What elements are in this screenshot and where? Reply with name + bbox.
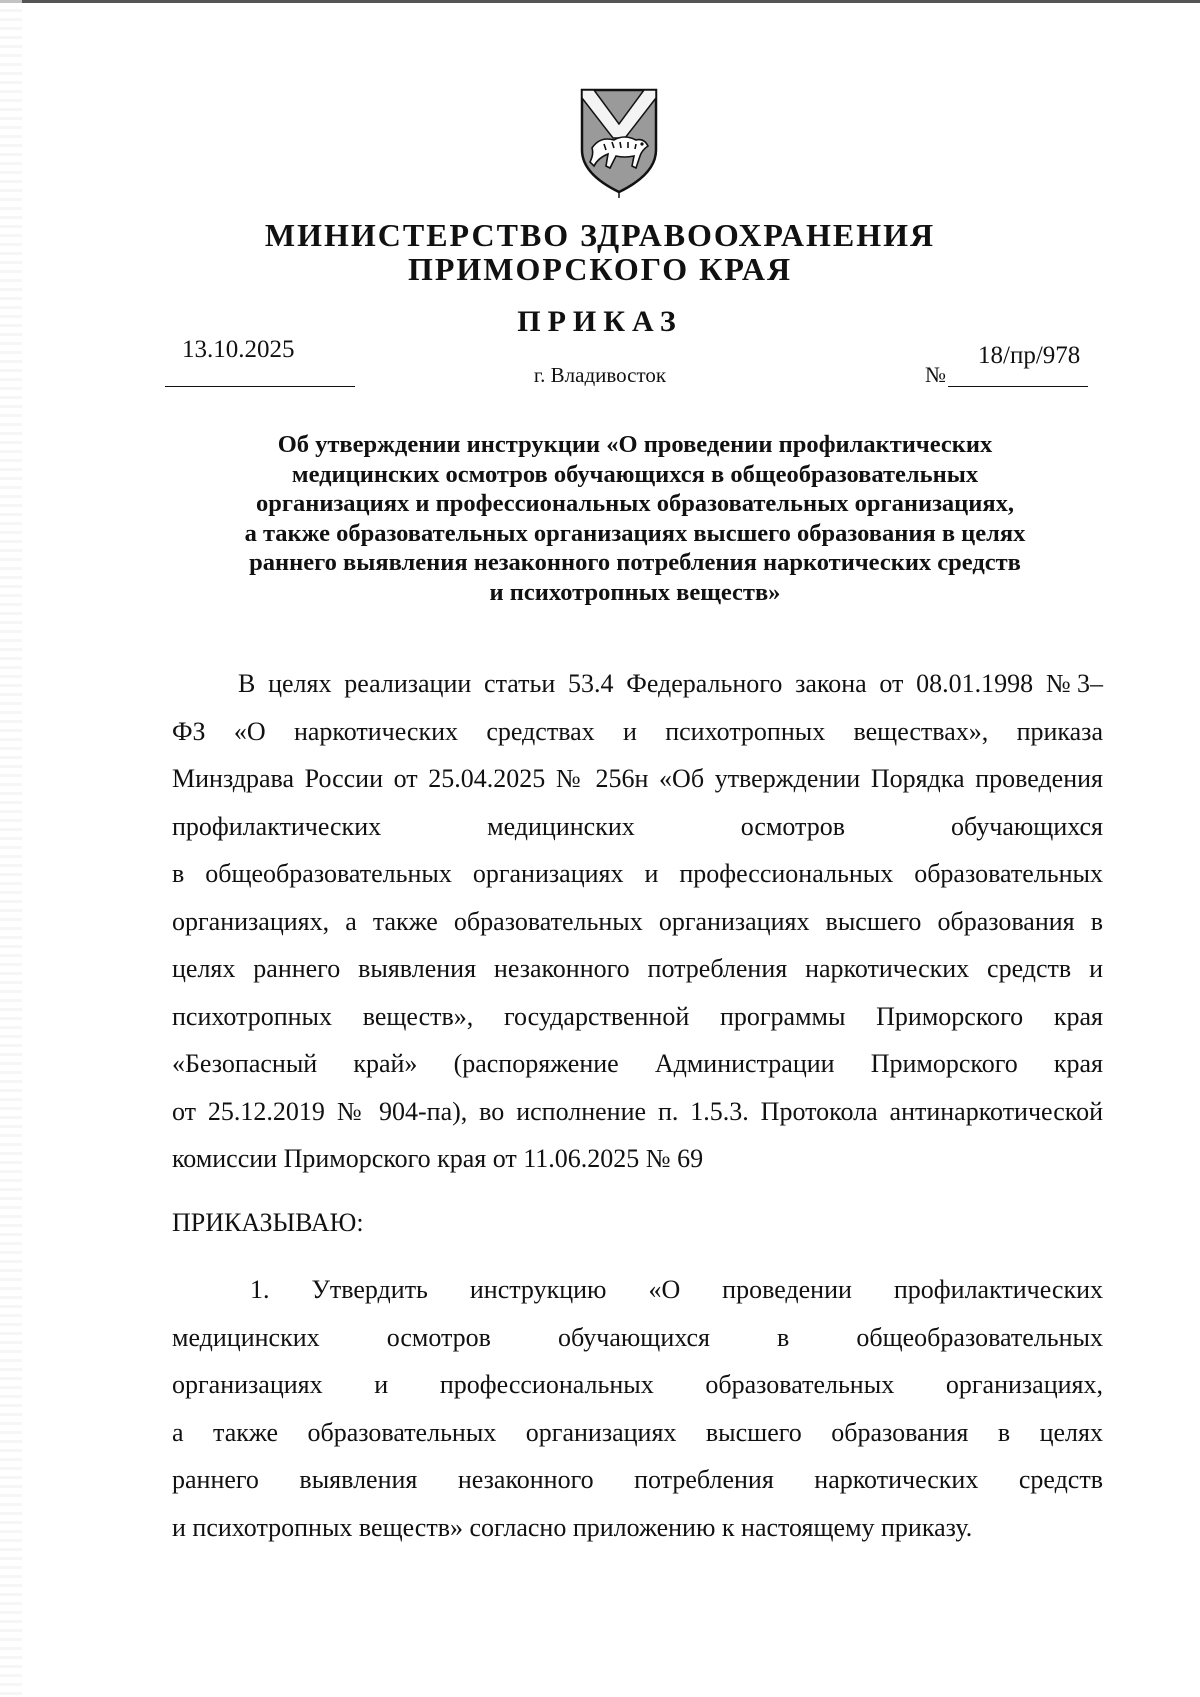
preamble-line: от 25.12.2019 № 904-па), во исполнение п. 1.5.3. Протокола антинаркотической bbox=[172, 1096, 1103, 1126]
item-line: и психотропных веществ» согласно приложению к настоящему приказу. bbox=[172, 1512, 973, 1542]
heading-line: организациях и профессиональных образовательных организациях, bbox=[255, 490, 1015, 517]
primorsky-krai-coat-of-arms-icon bbox=[580, 88, 658, 198]
item-line: а также образовательных организациях высшего образования в целях bbox=[172, 1417, 1103, 1447]
document-type-title: ПРИКАЗ bbox=[517, 305, 683, 338]
preamble-line: ФЗ «О наркотических средствах и психотропных веществах», приказа bbox=[172, 716, 1103, 746]
preamble-paragraph bbox=[172, 660, 1103, 1183]
order-number-sign: № bbox=[925, 362, 946, 387]
preamble-line: в общеобразовательных организациях и профессиональных образовательных bbox=[172, 859, 1103, 888]
ministry-name-line-2: ПРИМОРСКОГО КРАЯ bbox=[407, 251, 793, 287]
order-city: г. Владивосток bbox=[533, 363, 667, 387]
scan-edge-top bbox=[0, 0, 1200, 3]
preamble-line: организациях, а также образовательных организациях высшего образования в bbox=[172, 906, 1103, 936]
heading-line: и психотропных веществ» bbox=[489, 578, 781, 606]
item-line: организациях и профессиональных образовательных организациях, bbox=[172, 1370, 1103, 1399]
item-line: медицинских осмотров обучающихся в общеобразовательных bbox=[172, 1322, 1103, 1352]
number-underline bbox=[948, 386, 1088, 387]
preamble-line: «Безопасный край» (распоряжение Администрации Приморского края bbox=[172, 1049, 1103, 1078]
item-line: раннего выявления незаконного потребления наркотических средств bbox=[172, 1465, 1103, 1494]
heading-line: Об утверждении инструкции «О проведении профилактических bbox=[277, 431, 993, 458]
order-directive-word: ПРИКАЗЫВАЮ: bbox=[172, 1208, 364, 1237]
order-item-1 bbox=[172, 1266, 1103, 1551]
preamble-line: профилактических медицинских осмотров обучающихся bbox=[172, 811, 1103, 841]
order-heading bbox=[160, 430, 1110, 607]
preamble-line: комиссии Приморского края от 11.06.2025 № 69 bbox=[172, 1144, 704, 1173]
order-date: 13.10.2025 bbox=[182, 336, 295, 363]
preamble-line: целях раннего выявления незаконного потребления наркотических средств и bbox=[172, 954, 1103, 983]
preamble-line: психотропных веществ», государственной программы Приморского края bbox=[172, 1001, 1103, 1031]
preamble-line: В целях реализации статьи 53.4 Федерального закона от 08.01.1998 №3– bbox=[238, 669, 1103, 698]
item-line: 1. Утвердить инструкцию «О проведении профилактических bbox=[250, 1275, 1103, 1304]
heading-line: а также образовательных организациях высшего образования в целях bbox=[244, 519, 1026, 547]
order-number: 18/пр/978 bbox=[978, 342, 1081, 369]
heading-line: медицинских осмотров обучающихся в общеобразовательных bbox=[291, 460, 979, 488]
preamble-line: Минздрава России от 25.04.2025 № 256н «Об утверждении Порядка проведения bbox=[172, 764, 1103, 793]
heading-line: раннего выявления незаконного потребления наркотических средств bbox=[249, 549, 1021, 576]
ministry-name-line-1: МИНИСТЕРСТВО ЗДРАВООХРАНЕНИЯ bbox=[264, 217, 936, 253]
